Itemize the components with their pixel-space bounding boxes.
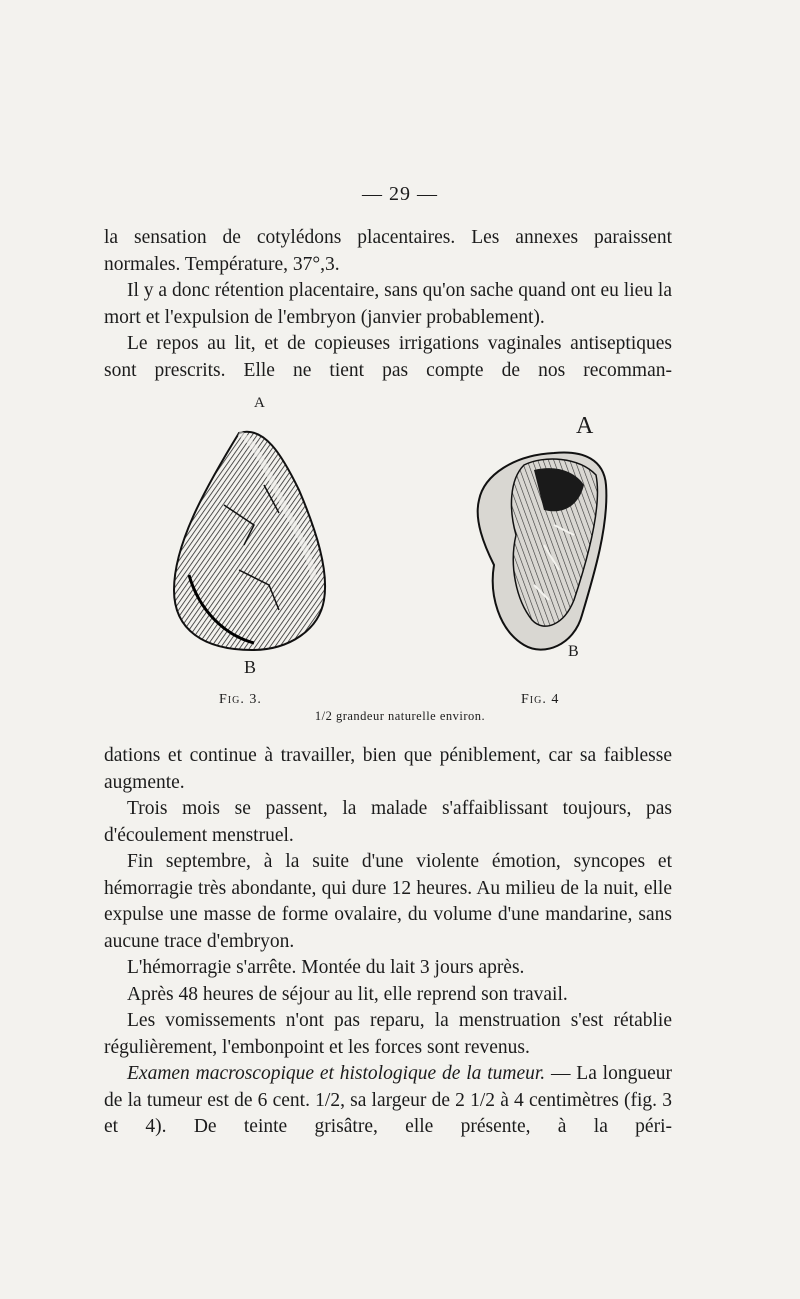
- fig4-label: Fig. 4: [521, 692, 560, 707]
- paragraph: Le repos au lit, et de copieuses irrigations vaginales antiseptiques sont prescrits. Elle ne tient pas compte de nos recomman-: [104, 333, 672, 381]
- paragraph: la sensation de cotylédons placentaires. Les annexes paraissent normales. Température, 37°,3.: [104, 227, 672, 275]
- exam-heading: Examen macroscopique et histologique de la tumeur.: [127, 1063, 546, 1084]
- fig4-letter-bottom: B: [568, 643, 579, 660]
- text-block-top: [104, 225, 672, 384]
- exam-text: — La longueur de la tumeur est de 6 cent. 1/2, sa largeur de 2 1/2 à 4 centimètres (fig. 3 et 4). De teinte grisâtre, elle présente, à la péri-: [104, 1063, 672, 1137]
- figure-caption: 1/2 grandeur naturelle environ.: [314, 709, 486, 723]
- fig4-letter-top: A: [576, 413, 594, 439]
- fig4-drawing: [478, 452, 607, 649]
- text-block-bottom: [104, 743, 672, 1141]
- figure-tumor-drawings: [104, 395, 672, 730]
- paragraph: Les vomissements n'ont pas reparu, la menstruation s'est rétablie régulièrement, l'embonpoint et les forces sont revenus.: [104, 1010, 672, 1058]
- fig3-label: Fig. 3.: [219, 692, 262, 707]
- fig3-letter-top: A: [254, 395, 265, 411]
- paragraph: L'hémorragie s'arrête. Montée du lait 3 jours après.: [127, 957, 525, 978]
- fig3-letter-bottom: B: [244, 657, 257, 677]
- paragraph: Après 48 heures de séjour au lit, elle reprend son travail.: [127, 983, 568, 1005]
- paragraph-exam: [104, 1061, 672, 1141]
- paragraph: Trois mois se passent, la malade s'affaiblissant toujours, pas d'écoulement menstruel.: [104, 798, 672, 846]
- paragraph: Il y a donc rétention placentaire, sans qu'on sache quand ont eu lieu la mort et l'expulsion de l'embryon (janvier probablement).: [104, 280, 672, 328]
- fig3-drawing: [174, 432, 325, 650]
- paragraph: dations et continue à travailler, bien que péniblement, car sa faiblesse augmente.: [104, 745, 672, 793]
- tumor-illustration: [104, 395, 672, 695]
- paragraph: Fin septembre, à la suite d'une violente émotion, syncopes et hémorragie très abondante, qui dure 12 heures. Au milieu de la nuit, elle expulse une masse de forme ovalaire, du volume d'une mandarine, sans aucune trace d'embryon.: [104, 851, 672, 952]
- page-number: — 29 —: [362, 183, 438, 205]
